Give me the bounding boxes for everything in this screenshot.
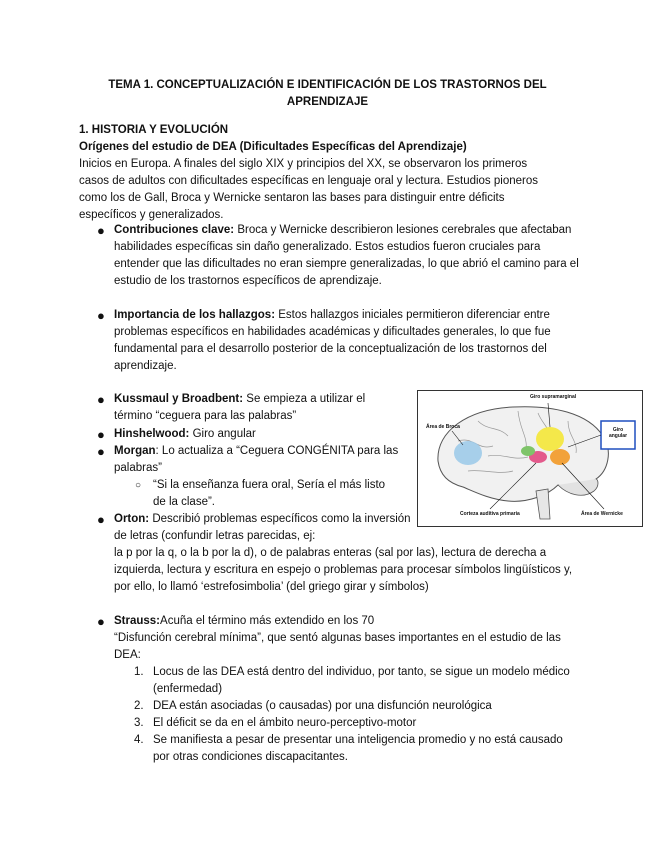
bullet-text: Broca y Wernicke describieron lesiones cerebrales que afectaban habilidades específicas sin daño generalizado. Estos estudios fueron cruciales para entender que las dificultades no eran siempre generalizadas, lo que abrió el camino para el estudio de los trastornos específicos de aprendizaje. xyxy=(114,224,579,287)
item-text: Locus de las DEA está dentro del individuo, por tanto, se sigue un modelo médico (enfermedad) xyxy=(153,666,570,695)
item-number: 1. xyxy=(134,666,144,678)
bullet-text: Giro angular xyxy=(189,428,256,440)
bullet-item xyxy=(97,443,399,477)
item-number: 2. xyxy=(134,700,144,712)
numbered-item xyxy=(134,698,573,715)
label-auditory: Corteza auditiva primaria xyxy=(460,511,520,517)
wernicke-area xyxy=(550,449,570,465)
bullet-dot: ● xyxy=(97,392,105,407)
bullet-term: Morgan xyxy=(114,445,156,457)
bullet-term: Strauss: xyxy=(114,615,161,627)
bullet-item xyxy=(97,426,404,443)
label-broca: Área de Broca xyxy=(426,424,460,430)
section-heading: 1. HISTORIA Y EVOLUCIÓN xyxy=(79,124,229,136)
item-text: El déficit se da en el ámbito neuro-perceptivo-motor xyxy=(153,717,417,729)
bullet-dot: ● xyxy=(97,223,105,238)
sub-bullet-text: “Si la enseñanza fuera oral, Sería el más listo de la clase”. xyxy=(153,479,386,508)
item-text: DEA están asociadas (o causadas) por una disfunción neurológica xyxy=(153,700,492,712)
label-angular: Giro angular xyxy=(608,427,628,439)
bullet-text: Estos hallazgos iniciales permitieron diferenciar entre problemas específicos en habilidades académicas y dificultades generales, lo que fue fundamental para el desarrollo posterior de la conceptualización de los trastornos del aprendizaje. xyxy=(114,309,551,372)
bullet-dot: ● xyxy=(97,614,105,629)
sub-bullet-item xyxy=(135,477,398,511)
bullet-dot: ● xyxy=(97,512,105,527)
bullet-item xyxy=(97,511,414,545)
brain-figure xyxy=(417,390,643,527)
bullet-dot: ● xyxy=(97,444,105,459)
bullet-text: Acuña el término más extendido en los 70 “Disfunción cerebral mínima”, que sentó algunas bases importantes en el estudio de las DEA: xyxy=(114,615,561,661)
item-number: 4. xyxy=(134,734,144,746)
numbered-item xyxy=(134,732,573,766)
bullet-term: Kussmaul y Broadbent: xyxy=(114,393,244,405)
bullet-text: Se empieza a utilizar el término “ceguera para las palabras” xyxy=(114,393,366,422)
item-number: 3. xyxy=(134,717,144,729)
bullet-dot: ● xyxy=(97,427,105,442)
numbered-item xyxy=(134,664,573,698)
bullet-term: Hinshelwood: xyxy=(114,428,190,440)
bullet-term: Importancia de los hallazgos: xyxy=(114,309,276,321)
sub-bullet-marker: ○ xyxy=(135,480,142,491)
bullet-item xyxy=(97,391,404,425)
bullet-term: Orton: xyxy=(114,513,150,525)
brain-stem xyxy=(536,489,550,519)
section-subheading: Orígenes del estudio de DEA (Dificultades Específicas del Aprendizaje) xyxy=(79,141,467,153)
bullet-item xyxy=(97,613,584,664)
bullet-text: : Lo actualiza a “Ceguera CONGÉNITA para las palabras” xyxy=(114,445,399,474)
green-area xyxy=(521,446,535,456)
bullet-item xyxy=(97,307,582,375)
supramarginal-area xyxy=(536,427,564,451)
item-text: Se manifiesta a pesar de presentar una inteligencia promedio y no está causado por otras condiciones discapacitantes. xyxy=(153,734,563,763)
label-wernicke: Área de Wernicke xyxy=(581,511,623,517)
bullet-text: Describió problemas específicos como la inversión de letras (confundir letras parecidas, ej: xyxy=(114,513,411,542)
bullet-dot: ● xyxy=(97,308,105,323)
brain-illustration xyxy=(418,391,642,526)
bullet-term: Contribuciones clave: xyxy=(114,224,235,236)
intro-paragraph: Inicios en Europa. A finales del siglo XIX y principios del XX, se observaron los primeros casos de adultos con dificultades específicas en lenguaje oral y lectura. Estudios pioneros como los de Gall, Broca y Wernicke sentaron las bases para distinguir entre déficits específicos y generalizados. xyxy=(79,158,538,221)
document-title: TEMA 1. CONCEPTUALIZACIÓN E IDENTIFICACIÓN DE LOS TRASTORNOS DEL APRENDIZAJE xyxy=(108,79,547,108)
bullet-continuation: la p por la q, o la b por la d), o de palabras enteras (sal por las), lectura de derecha a izquierda, lectura y escritura en espejo o problemas para procesar símbolos lingüísticos y, por ello, lo llamó ‘estrefosimbolia’ (del griego girar y símbolos) xyxy=(114,547,573,593)
broca-area xyxy=(454,441,482,465)
bullet-item xyxy=(97,222,582,290)
label-supramarginal: Giro supramarginal xyxy=(530,394,577,400)
numbered-item xyxy=(134,715,573,732)
